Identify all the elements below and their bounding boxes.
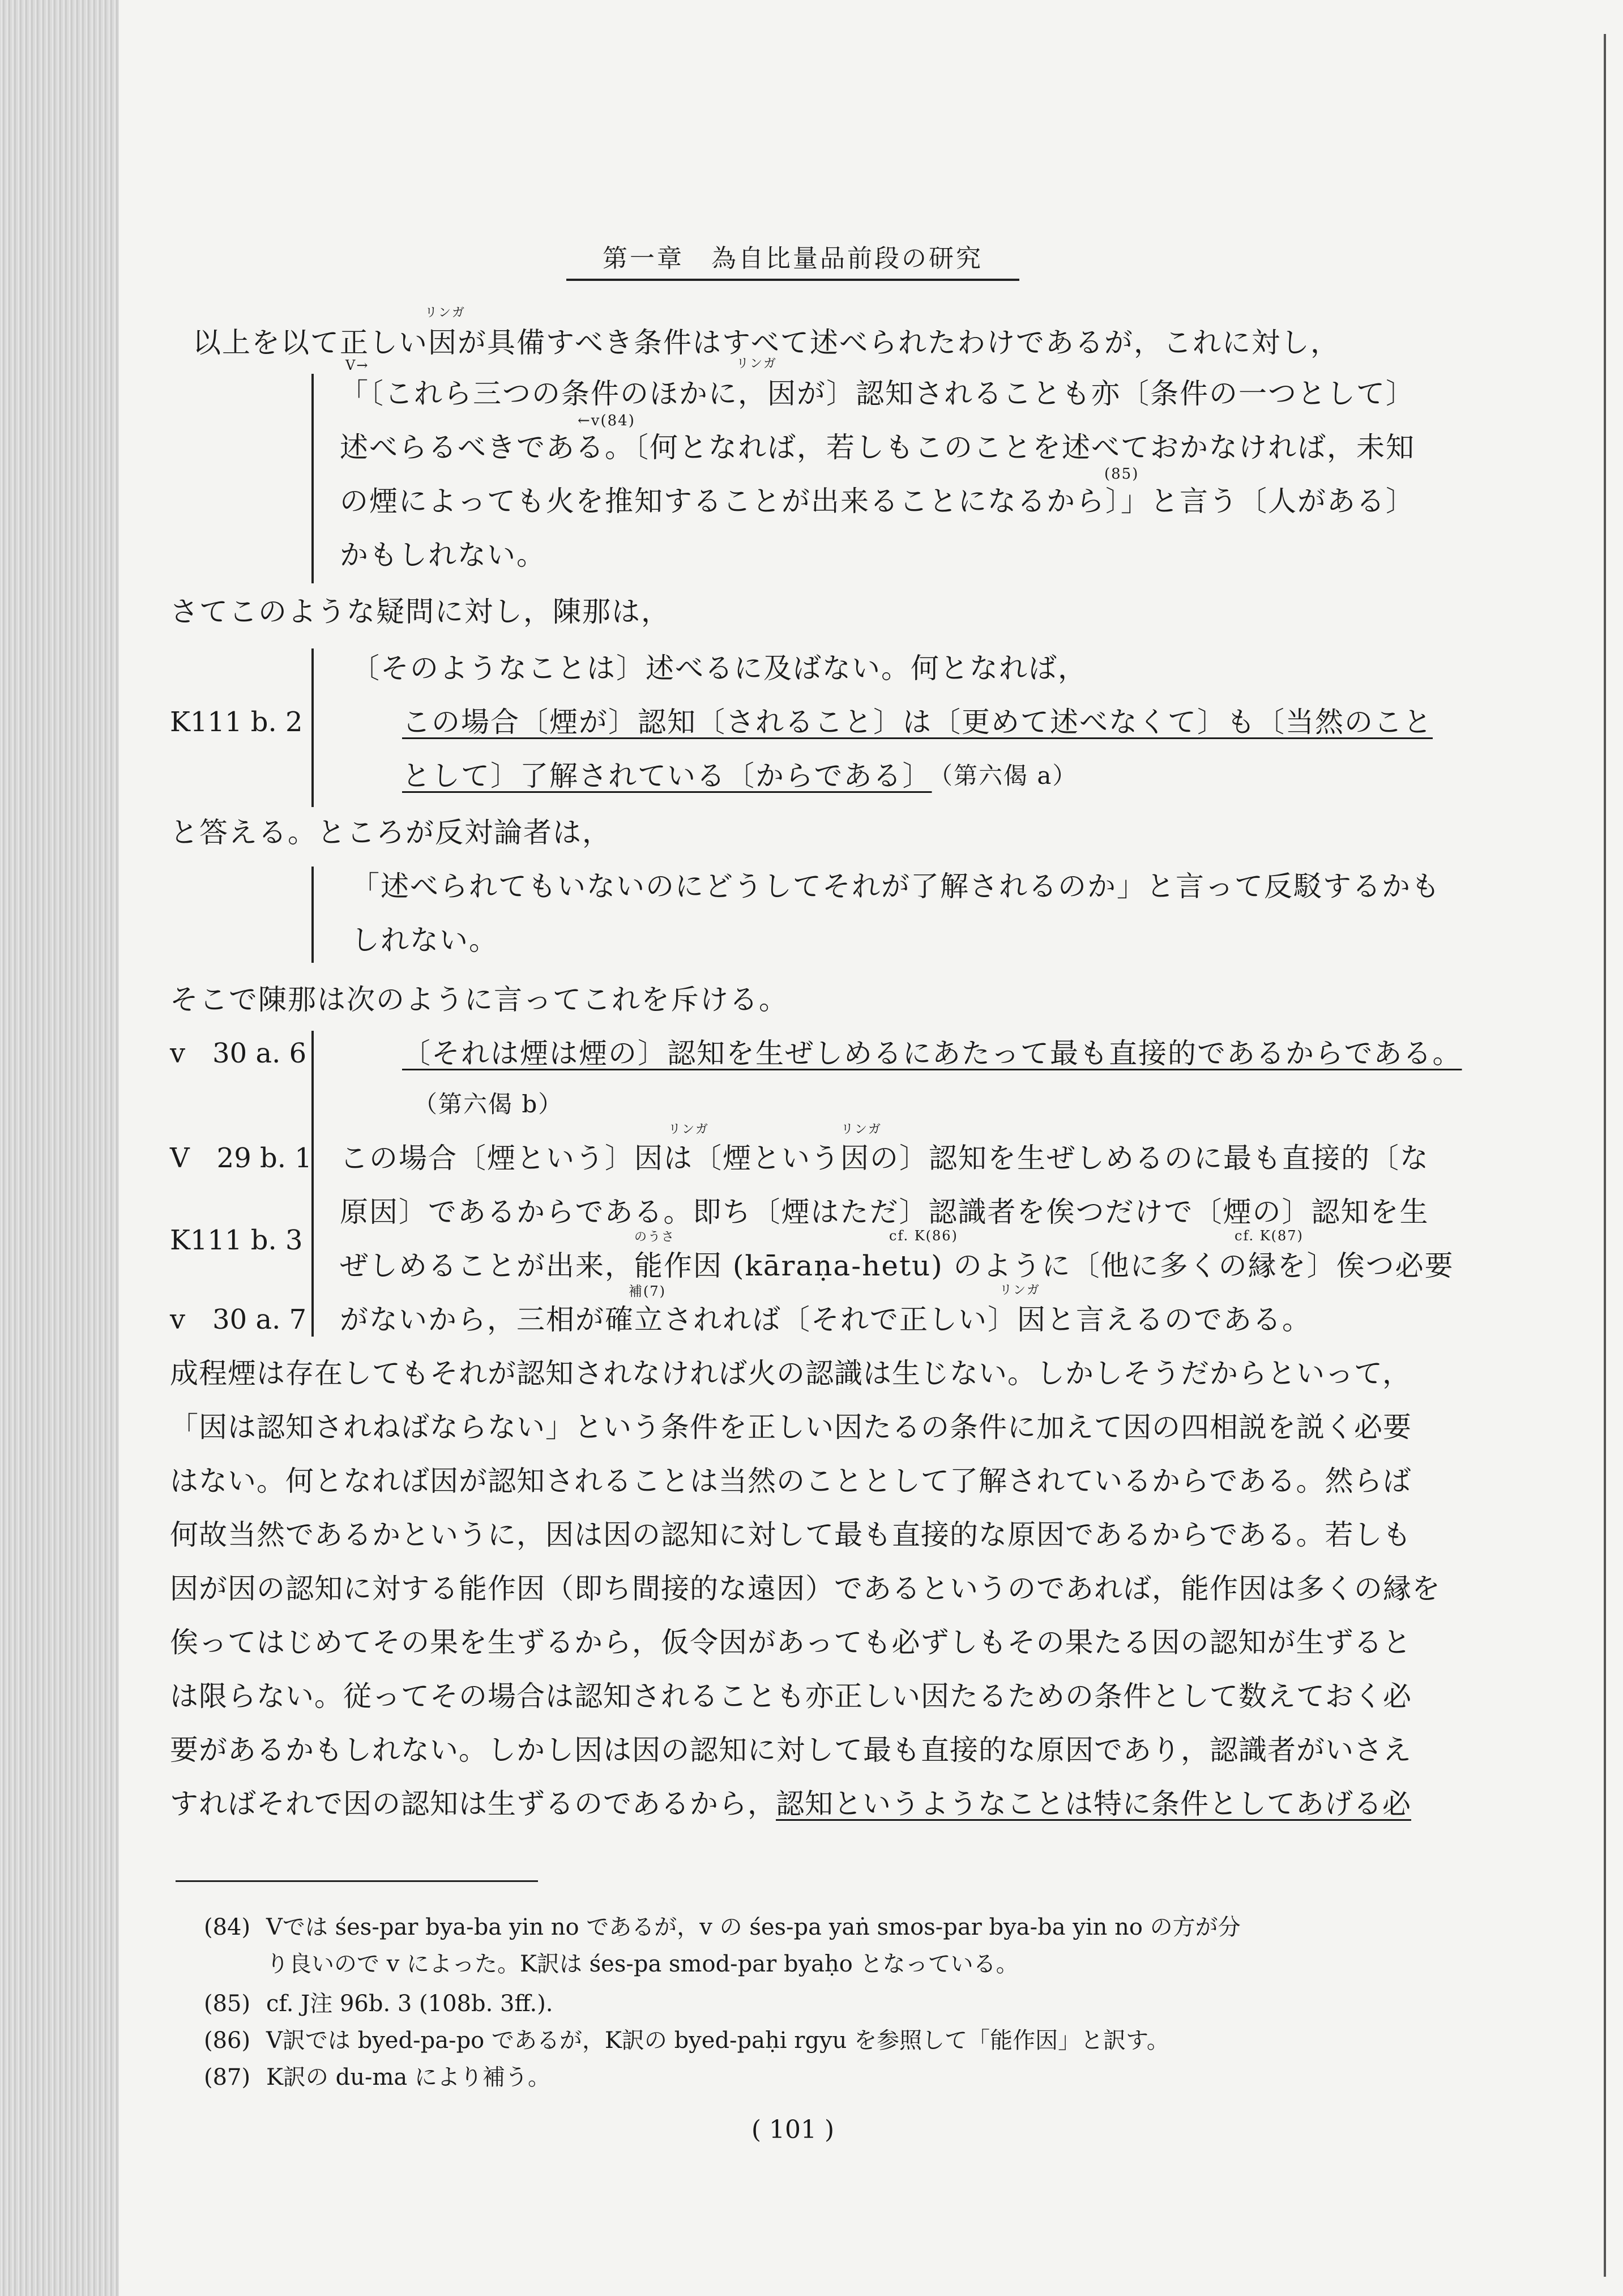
footnote-text: K訳の du-ma により補う。: [266, 2064, 550, 2090]
ruby-annotation: リンガ: [841, 1123, 882, 1137]
scan-border-line: [1604, 34, 1606, 2277]
body-line: この場合〔煙という〕因は〔煙という因の〕認知を生ぜしめるのに最も直接的〔な: [340, 1142, 1429, 1175]
footnote: [204, 1988, 553, 2020]
ruby-annotation: V→: [345, 357, 369, 373]
body-line: 何故当然であるかというに，因は因の認知に対して最も直接的な原因であるからである。若しも: [170, 1518, 1412, 1551]
ruby-annotation: のうさ: [634, 1230, 676, 1244]
reference-label: v 30 a. 6: [170, 1038, 307, 1069]
quote-bar: [311, 867, 314, 963]
body-line: しれない。: [351, 924, 498, 957]
document-page: [170, 0, 1462, 2296]
body-line: すればそれで因の認知は生ずるのであるから，: [170, 1787, 776, 1820]
body-line: かもしれない。: [340, 539, 546, 571]
footnote-rule: [176, 1880, 538, 1882]
quote-bar: [311, 374, 314, 583]
footnote-text: cf. J注 96b. 3 (108b. 3ff.).: [266, 1991, 553, 2017]
chapter-header: 第一章 為自比量品前段の研究: [566, 238, 1019, 281]
ruby-annotation: リンガ: [668, 1123, 710, 1137]
page-number: ( 101 ): [751, 2115, 835, 2144]
body-line: 俟ってはじめてその果を生ずるから，仮令因があっても必ずしもその果たる因の認知が生ずると: [170, 1626, 1412, 1659]
reference-label: V 29 b. 1: [170, 1142, 312, 1174]
footnote: [204, 1948, 1019, 1980]
ruby-annotation: リンガ: [1000, 1283, 1041, 1298]
footnote: [204, 2062, 550, 2093]
footnote-number: (84): [204, 1914, 251, 1940]
body-line: 〔そのようなことは〕述べるに及ばない。何となれば，: [351, 652, 1087, 685]
body-line: はない。何となれば因が認知されることは当然のこととして了解されているからである。然らば: [170, 1465, 1412, 1497]
body-line: の煙によっても火を推知することが出来ることになるから〕」と言う〔人がある〕: [340, 485, 1415, 518]
footnote-text: V訳では byed-pa-po であるが，K訳の byed-paḥi rgyu を参照して「能作因」と訳す。: [266, 2028, 1169, 2054]
ruby-annotation: cf. K(87): [1235, 1228, 1304, 1244]
verse-label: （第六偈 a）: [929, 762, 1078, 789]
reference-label: K111 b. 2: [170, 706, 303, 738]
underlined-text: 認知というようなことは特に条件としてあげる必: [776, 1787, 1411, 1820]
ruby-annotation: ←v(84): [578, 412, 635, 429]
footnote-number: (87): [204, 2064, 251, 2090]
body-line: ぜしめることが出来，能作因 (kāraṇa-hetu) のように〔他に多くの縁を〕俟つ必要: [340, 1249, 1454, 1282]
ruby-annotation: 補(7): [629, 1283, 666, 1299]
footnote-number: (86): [204, 2028, 251, 2054]
ruby-annotation: リンガ: [736, 357, 778, 371]
footnote: [204, 1911, 1241, 1943]
quote-bar: [311, 648, 314, 807]
reference-label: K111 b. 3: [170, 1224, 303, 1256]
body-line: 「述べられてもいないのにどうしてそれが了解されるのか」と言って反駁するかも: [351, 870, 1441, 903]
body-line: 原因〕であるからである。即ち〔煙はただ〕認識者を俟つだけで〔煙の〕認知を生: [340, 1196, 1429, 1228]
ruby-annotation: (85): [1104, 466, 1139, 483]
body-line: さてこのような疑問に対し，陳那は，: [170, 595, 670, 628]
ruby-annotation: cf. K(86): [889, 1228, 958, 1244]
body-line: 「〔これら三つの条件のほかに，因が〕認知されることも亦〔条件の一つとして〕: [340, 377, 1415, 410]
footnote-text: Vでは śes-par bya-ba yin no であるが，v の śes-pa yaṅ smos-par bya-ba yin no の方が分: [266, 1914, 1241, 1940]
underlined-verse-line: として〕了解されている〔からである〕: [402, 759, 932, 792]
body-line: は限らない。従ってその場合は認知されることも亦正しい因たるための条件として数えておく必: [170, 1680, 1412, 1713]
body-line: 「因は認知されねばならない」という条件を正しい因たるの条件に加えて因の四相説を説く必要: [170, 1411, 1412, 1444]
body-line: 述べらるべきである。〔何となれば，若しもこのことを述べておかなければ，未知: [340, 431, 1415, 464]
footnote: [204, 2025, 1169, 2056]
scan-shadow: [0, 0, 119, 2296]
body-line: 要があるかもしれない。しかし因は因の認知に対して最も直接的な原因であり，認識者がいさえ: [170, 1734, 1412, 1766]
verse-label: （第六偈 b）: [413, 1090, 563, 1118]
body-line: と答える。ところが反対論者は，: [170, 816, 612, 849]
underlined-verse-line: 〔それは煙は煙の〕認知を生ぜしめるにあたって最も直接的であるからである。: [402, 1037, 1462, 1070]
body-line: がないから，三相が確立されれば〔それで正しい〕因と言えるのである。: [340, 1303, 1312, 1336]
quote-bar: [311, 1031, 314, 1337]
reference-label: v 30 a. 7: [170, 1304, 307, 1335]
body-line: そこで陳那は次のように言ってこれを斥ける。: [170, 983, 788, 1016]
ruby-annotation: リンガ: [425, 306, 466, 320]
underlined-verse-line: この場合〔煙が〕認知〔されること〕は〔更めて述べなくて〕も〔当然のこと: [402, 706, 1433, 739]
body-line: 以上を以て正しい因が具備すべき条件はすべて述べられたわけであるが，これに対し，: [193, 326, 1340, 359]
footnote-number: (85): [204, 1991, 251, 2017]
body-line: 成程煙は存在してもそれが認知されなければ火の認識は生じない。しかしそうだからといって，: [170, 1357, 1411, 1390]
body-line: 因が因の認知に対する能作因（即ち間接的な遠因）であるというのであれば，能作因は多くの縁を: [170, 1572, 1441, 1605]
footnote-text: り良いので v によった。K訳は śes-pa smod-par byaḥo となっている。: [266, 1951, 1019, 1977]
